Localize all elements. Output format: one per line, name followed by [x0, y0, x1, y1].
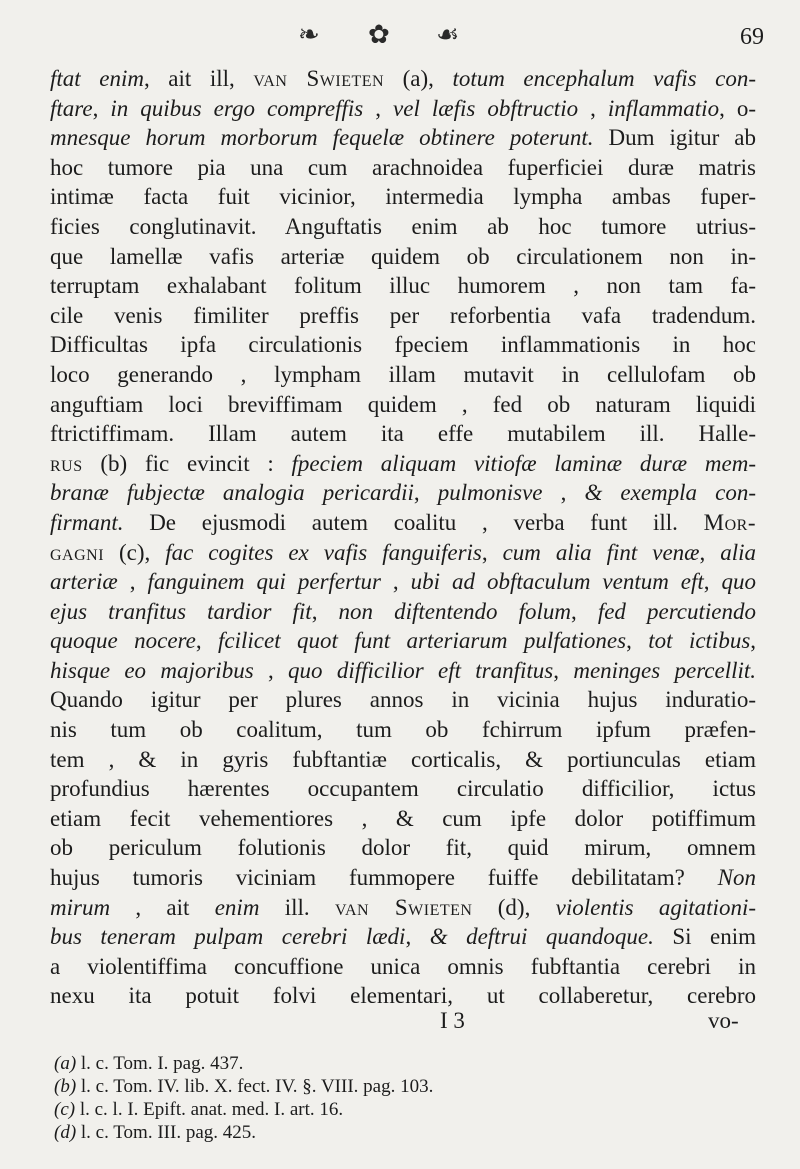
text-span: , [363, 95, 394, 121]
text-span: ftare [50, 95, 93, 121]
text-span: hisque eo majoribus [50, 657, 254, 683]
text-span: tot ictibus [648, 628, 751, 654]
text-span: non diftentendo folum [338, 598, 572, 624]
text-span: (d), [472, 894, 556, 920]
text-span: bus teneram pulpam cerebri lædi [50, 924, 406, 950]
text-span: , [117, 569, 148, 595]
text-span: violentis agitationi- [555, 894, 756, 920]
author-name: rus [50, 450, 83, 476]
text-span: (a), [384, 66, 453, 91]
text-span: fanguinem qui perfertur [147, 569, 381, 595]
text-span: pulmonisve [437, 480, 543, 506]
text-line [50, 893, 756, 923]
text-line: ficies conglutinavit. Anguftatis enim ab hoc tumore utrius- [50, 213, 756, 239]
text-span: , [380, 569, 411, 595]
text-span: fed percutiendo [597, 598, 756, 624]
footnote [54, 1052, 754, 1075]
text-line: Difficultas ipfa circulationis fpeciem inflammationis in hoc [50, 332, 756, 358]
text-span: , [626, 628, 649, 654]
text-span: ejus tranfitus tardior fit [50, 598, 312, 624]
text-span: , ait ill, [143, 66, 254, 91]
text-line: nexu ita potuit folvi elementari, ut collaberetur, cerebro [50, 983, 756, 1009]
text-span: in quibus ergo compreffis [110, 95, 364, 121]
page-header [0, 14, 800, 58]
text-line: profundius hærentes occupantem circulatio difficilior, ictus [50, 776, 756, 802]
footnote [54, 1098, 754, 1121]
body-text [50, 64, 756, 1011]
footnotes [54, 1052, 754, 1144]
text-span: ubi ad obftaculum ventum eft [410, 569, 704, 595]
text-span: arteriæ [50, 569, 118, 595]
text-span: firmant. [50, 509, 124, 535]
text-span: vel læfis obftructio [393, 95, 579, 121]
text-span: , [311, 598, 339, 624]
fleuron-left-ornament-icon: ❧ [298, 20, 322, 49]
author-name: Mor- [703, 509, 756, 535]
text-span: mirum [50, 894, 111, 920]
text-span: branæ fubjectæ analogia pericardii [50, 480, 414, 506]
text-span: , [413, 480, 438, 506]
text-span: ftat enim [50, 66, 144, 91]
text-line [50, 508, 756, 538]
text-span: fpeciem aliquam vitiofæ laminæ duræ mem- [291, 450, 756, 476]
text-span: , [750, 628, 757, 654]
signature-mark: I 3 [440, 1008, 465, 1033]
text-span: inflammatio [607, 95, 720, 121]
text-span: quoque nocere [50, 628, 196, 654]
text-span: enim [214, 894, 260, 920]
text-span: Si enim [653, 924, 757, 950]
text-span: , [253, 657, 289, 683]
author-name: van Swieten [253, 66, 385, 91]
text-line [50, 567, 756, 597]
text-line [50, 64, 756, 94]
text-line: ob periculum folutionis dolor fit, quid mirum, omnem [50, 835, 756, 861]
text-span: alia [720, 539, 757, 565]
text-span: quo [721, 569, 757, 595]
text-line [50, 656, 756, 686]
text-span: , [542, 480, 585, 506]
text-line: ftrictiffimam. Illam autem ita effe mutabilem ill. Halle- [50, 421, 756, 447]
text-line: Quando igitur per plures annos in vicinia hujus induratio- [50, 687, 756, 713]
footnote-mark: (b) [54, 1076, 77, 1097]
text-span: , [578, 95, 608, 121]
text-span: fcilicet quot funt arteriarum pulfationes [218, 628, 627, 654]
signature-line [0, 1008, 800, 1040]
catchword: vo- [708, 1008, 739, 1033]
text-line: a violentiffima concuffione unica omnis fubftantia cerebri in [50, 953, 756, 979]
text-span: , [405, 924, 430, 950]
footnote-text: l. c. Tom. I. pag. 437. [76, 1053, 244, 1074]
text-span: meninges percellit. [573, 657, 757, 683]
text-line [50, 449, 756, 479]
text-span: De ejusmodi autem coalitu , verba funt ill. [123, 509, 704, 535]
text-span: , [699, 539, 721, 565]
text-span: & deftrui quandoque. [429, 924, 654, 950]
footnote [54, 1075, 754, 1098]
text-line [50, 538, 756, 568]
text-line [50, 922, 756, 952]
text-line [50, 597, 756, 627]
text-span: , [703, 569, 722, 595]
text-line [50, 863, 756, 893]
text-line: intimæ facta fuit vicinior, intermedia lympha ambas fuper- [50, 184, 756, 210]
author-name: van Swieten [334, 894, 473, 920]
text-line: hoc tumore pia una cum arachnoidea fuperficiei duræ matris [50, 154, 756, 180]
text-line: que lamellæ vafis arteriæ quidem ob circulationem non in- [50, 243, 756, 269]
text-span: mnesque horum morborum fequelæ obtinere poterunt. [50, 125, 594, 151]
text-line [50, 123, 756, 153]
text-span: cum alia fint venæ [502, 539, 700, 565]
text-line: tem , & in gyris fubftantiæ corticalis, & portiunculas etiam [50, 746, 756, 772]
text-line: terruptam exhalabant folitum illuc humorem , non tam fa- [50, 273, 756, 299]
footnote-text: l. c. l. I. Epift. anat. med. I. art. 16. [75, 1099, 344, 1120]
text-line [50, 478, 756, 508]
text-line: nis tum ob coalitum, tum ob fchirrum ipfum præfen- [50, 717, 756, 743]
text-span: Non [717, 865, 756, 891]
text-span: ill. [259, 894, 335, 920]
text-span: (b) fic evincit : [82, 450, 292, 476]
footnote [54, 1121, 754, 1144]
text-span: fac cogites ex vafis fanguiferis [165, 539, 482, 565]
text-span: , [571, 598, 598, 624]
text-span: , [553, 657, 574, 683]
text-span: (c), [104, 539, 166, 565]
footnote-text: l. c. Tom. IV. lib. X. fect. IV. §. VIII. pag. 103. [76, 1076, 434, 1097]
text-line: anguftiam loci breviffimam quidem , fed ob naturam liquidi [50, 391, 756, 417]
page-number: 69 [740, 24, 764, 50]
text-span: , [481, 539, 503, 565]
author-name: gagni [50, 539, 105, 565]
text-span: , [92, 95, 111, 121]
footnote-mark: (c) [54, 1099, 76, 1120]
text-line: etiam fecit vehementiores , & cum ipfe dolor potiffimum [50, 805, 756, 831]
text-span: hujus tumoris viciniam fummopere fuiffe debilitatam? [50, 865, 718, 891]
footnote-text: l. c. Tom. III. pag. 425. [76, 1122, 256, 1143]
fleuron-right-ornament-icon: ☙ [436, 20, 462, 49]
text-span: & exempla con- [584, 480, 757, 506]
text-span: Dum igitur ab [593, 125, 756, 151]
text-span: , [195, 628, 219, 654]
text-span: , ait [110, 894, 215, 920]
text-line: cile venis fimiliter preffis per reforbentia vafa tradendum. [50, 302, 756, 328]
text-line [50, 94, 756, 124]
footnote-mark: (a) [54, 1053, 77, 1074]
text-line [50, 626, 756, 656]
text-span: , o- [719, 95, 757, 121]
text-span: quo difficilior eft tranfitus [288, 657, 554, 683]
text-line: loco generando , lympham illam mutavit in cellulofam ob [50, 361, 756, 387]
footnote-mark: (d) [54, 1122, 77, 1143]
text-span: totum encephalum vafis con- [452, 66, 756, 91]
fleuron-middle-ornament-icon: ✿ [368, 20, 392, 49]
